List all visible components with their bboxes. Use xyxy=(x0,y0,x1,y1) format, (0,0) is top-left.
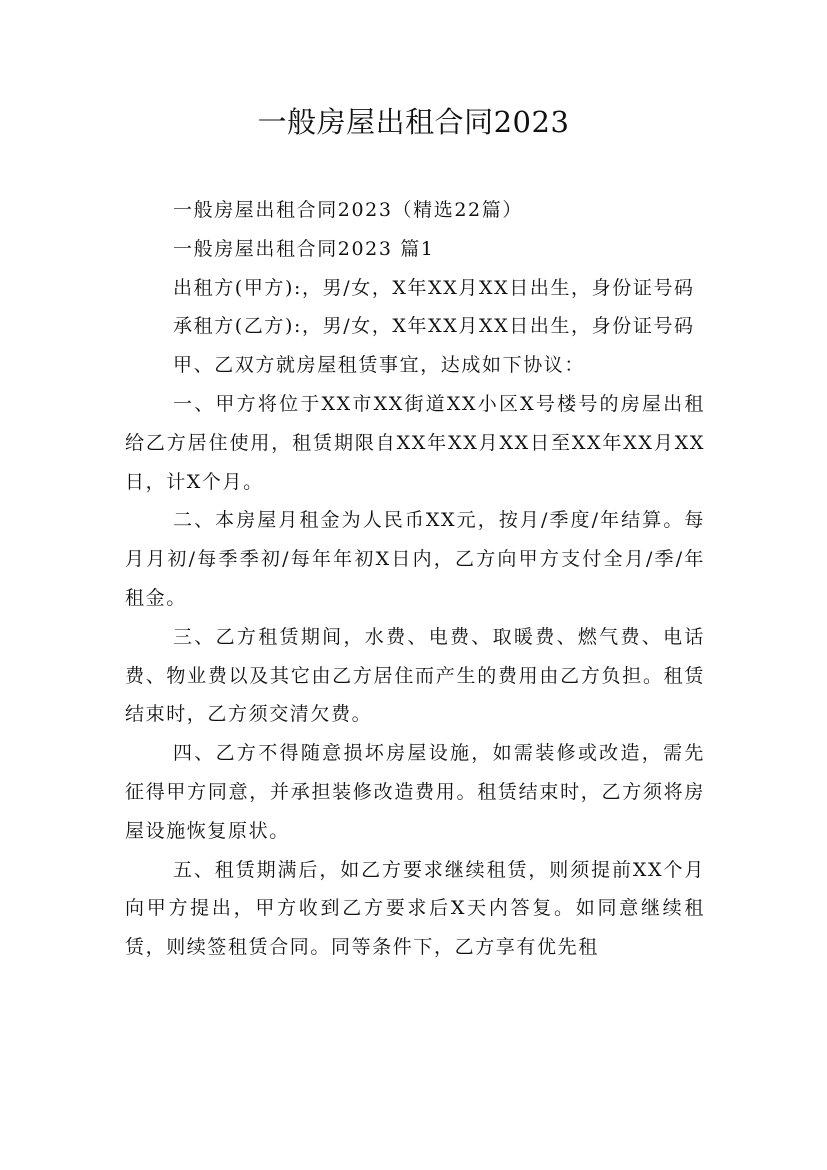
paragraph-clause-3: 三、乙方租赁期间，水费、电费、取暖费、燃气费、电话费、物业费以及其它由乙方居住而产生的费用由乙方负担。租赁结束时，乙方须交清欠费。 xyxy=(125,625,705,726)
paragraph-agreement-intro: 甲、乙双方就房屋租赁事宜，达成如下协议： xyxy=(173,354,586,377)
paragraph-lessor: 出租方(甲方):，男/女，X年XX月XX日出生，身份证号码 xyxy=(173,276,695,299)
document-title: 一般房屋出租合同2023 xyxy=(257,105,570,139)
paragraph-section-heading: 一般房屋出租合同2023 篇1 xyxy=(173,237,435,260)
paragraph-clause-2: 二、本房屋月租金为人民币XX元，按月/季度/年结算。每月月初/每季季初/每年年初X日内，乙方向甲方支付全月/季/年租金。 xyxy=(125,509,705,609)
paragraph-subtitle: 一般房屋出租合同2023（精选22篇） xyxy=(173,199,523,221)
paragraph-lessee: 承租方(乙方):，男/女，X年XX月XX日出生，身份证号码 xyxy=(173,315,695,338)
document-body xyxy=(125,191,705,967)
paragraph-clause-1: 一、甲方将位于XX市XX街道XX小区X号楼号的房屋出租给乙方居住使用，租赁期限自XX年XX月XX日至XX年XX月XX日，计X个月。 xyxy=(125,392,705,493)
paragraph-clause-5: 五、租赁期满后，如乙方要求继续租赁，则须提前XX个月向甲方提出，甲方收到乙方要求后X天内答复。如同意继续租赁，则续签租赁合同。同等条件下，乙方享有优先租 xyxy=(125,858,705,959)
paragraph-clause-4: 四、乙方不得随意损坏房屋设施，如需装修或改造，需先征得甲方同意，并承担装修改造费用。租赁结束时，乙方须将房屋设施恢复原状。 xyxy=(125,742,705,842)
